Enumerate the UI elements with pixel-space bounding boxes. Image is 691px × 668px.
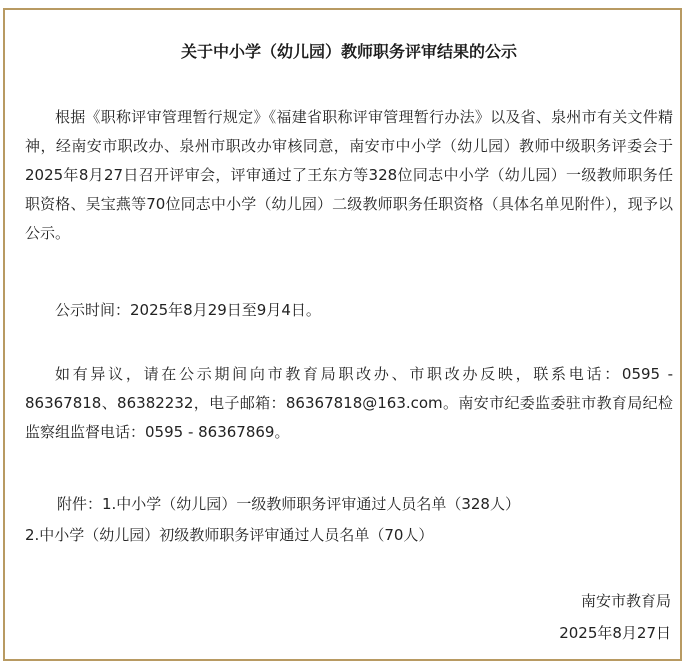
signature-date: 2025年8月27日 [559,624,671,642]
signature-organization: 南安市教育局 [580,592,671,610]
attachment-item-2: 2.中小学（幼儿园）初级教师职务评审通过人员名单（70人） [25,526,434,544]
notice-title: 关于中小学（幼儿园）教师职务评审结果的公示 [180,42,517,61]
notice-frame [3,8,682,661]
publicity-period-paragraph: 公示时间：2025年8月29日至9月4日。 [55,301,321,319]
objection-contact-paragraph: 如有异议，请在公示期间向市教育局职改办、市职改办反映，联系电话：0595 - 86367818、86382232，电子邮箱：86367818@163.com。南安市纪委监委驻市教育局纪检监察组监督电话：0595 - 86367869。 [25,365,673,441]
notice-body-paragraph: 根据《职称评审管理暂行规定》《福建省职称评审管理暂行办法》以及省、泉州市有关文件精神，经南安市职改办、泉州市职改办审核同意，南安市中小学（幼儿园）教师中级职务评委会于2025年8月27日召开评审会，评审通过了王东方等328位同志中小学（幼儿园）一级教师职务任职资格、吴宝燕等70位同志中小学（幼儿园）二级教师职务任职资格（具体名单见附件），现予以公示。 [25,108,673,242]
attachment-item-1: 附件：1.中小学（幼儿园）一级教师职务评审通过人员名单（328人） [57,495,520,513]
